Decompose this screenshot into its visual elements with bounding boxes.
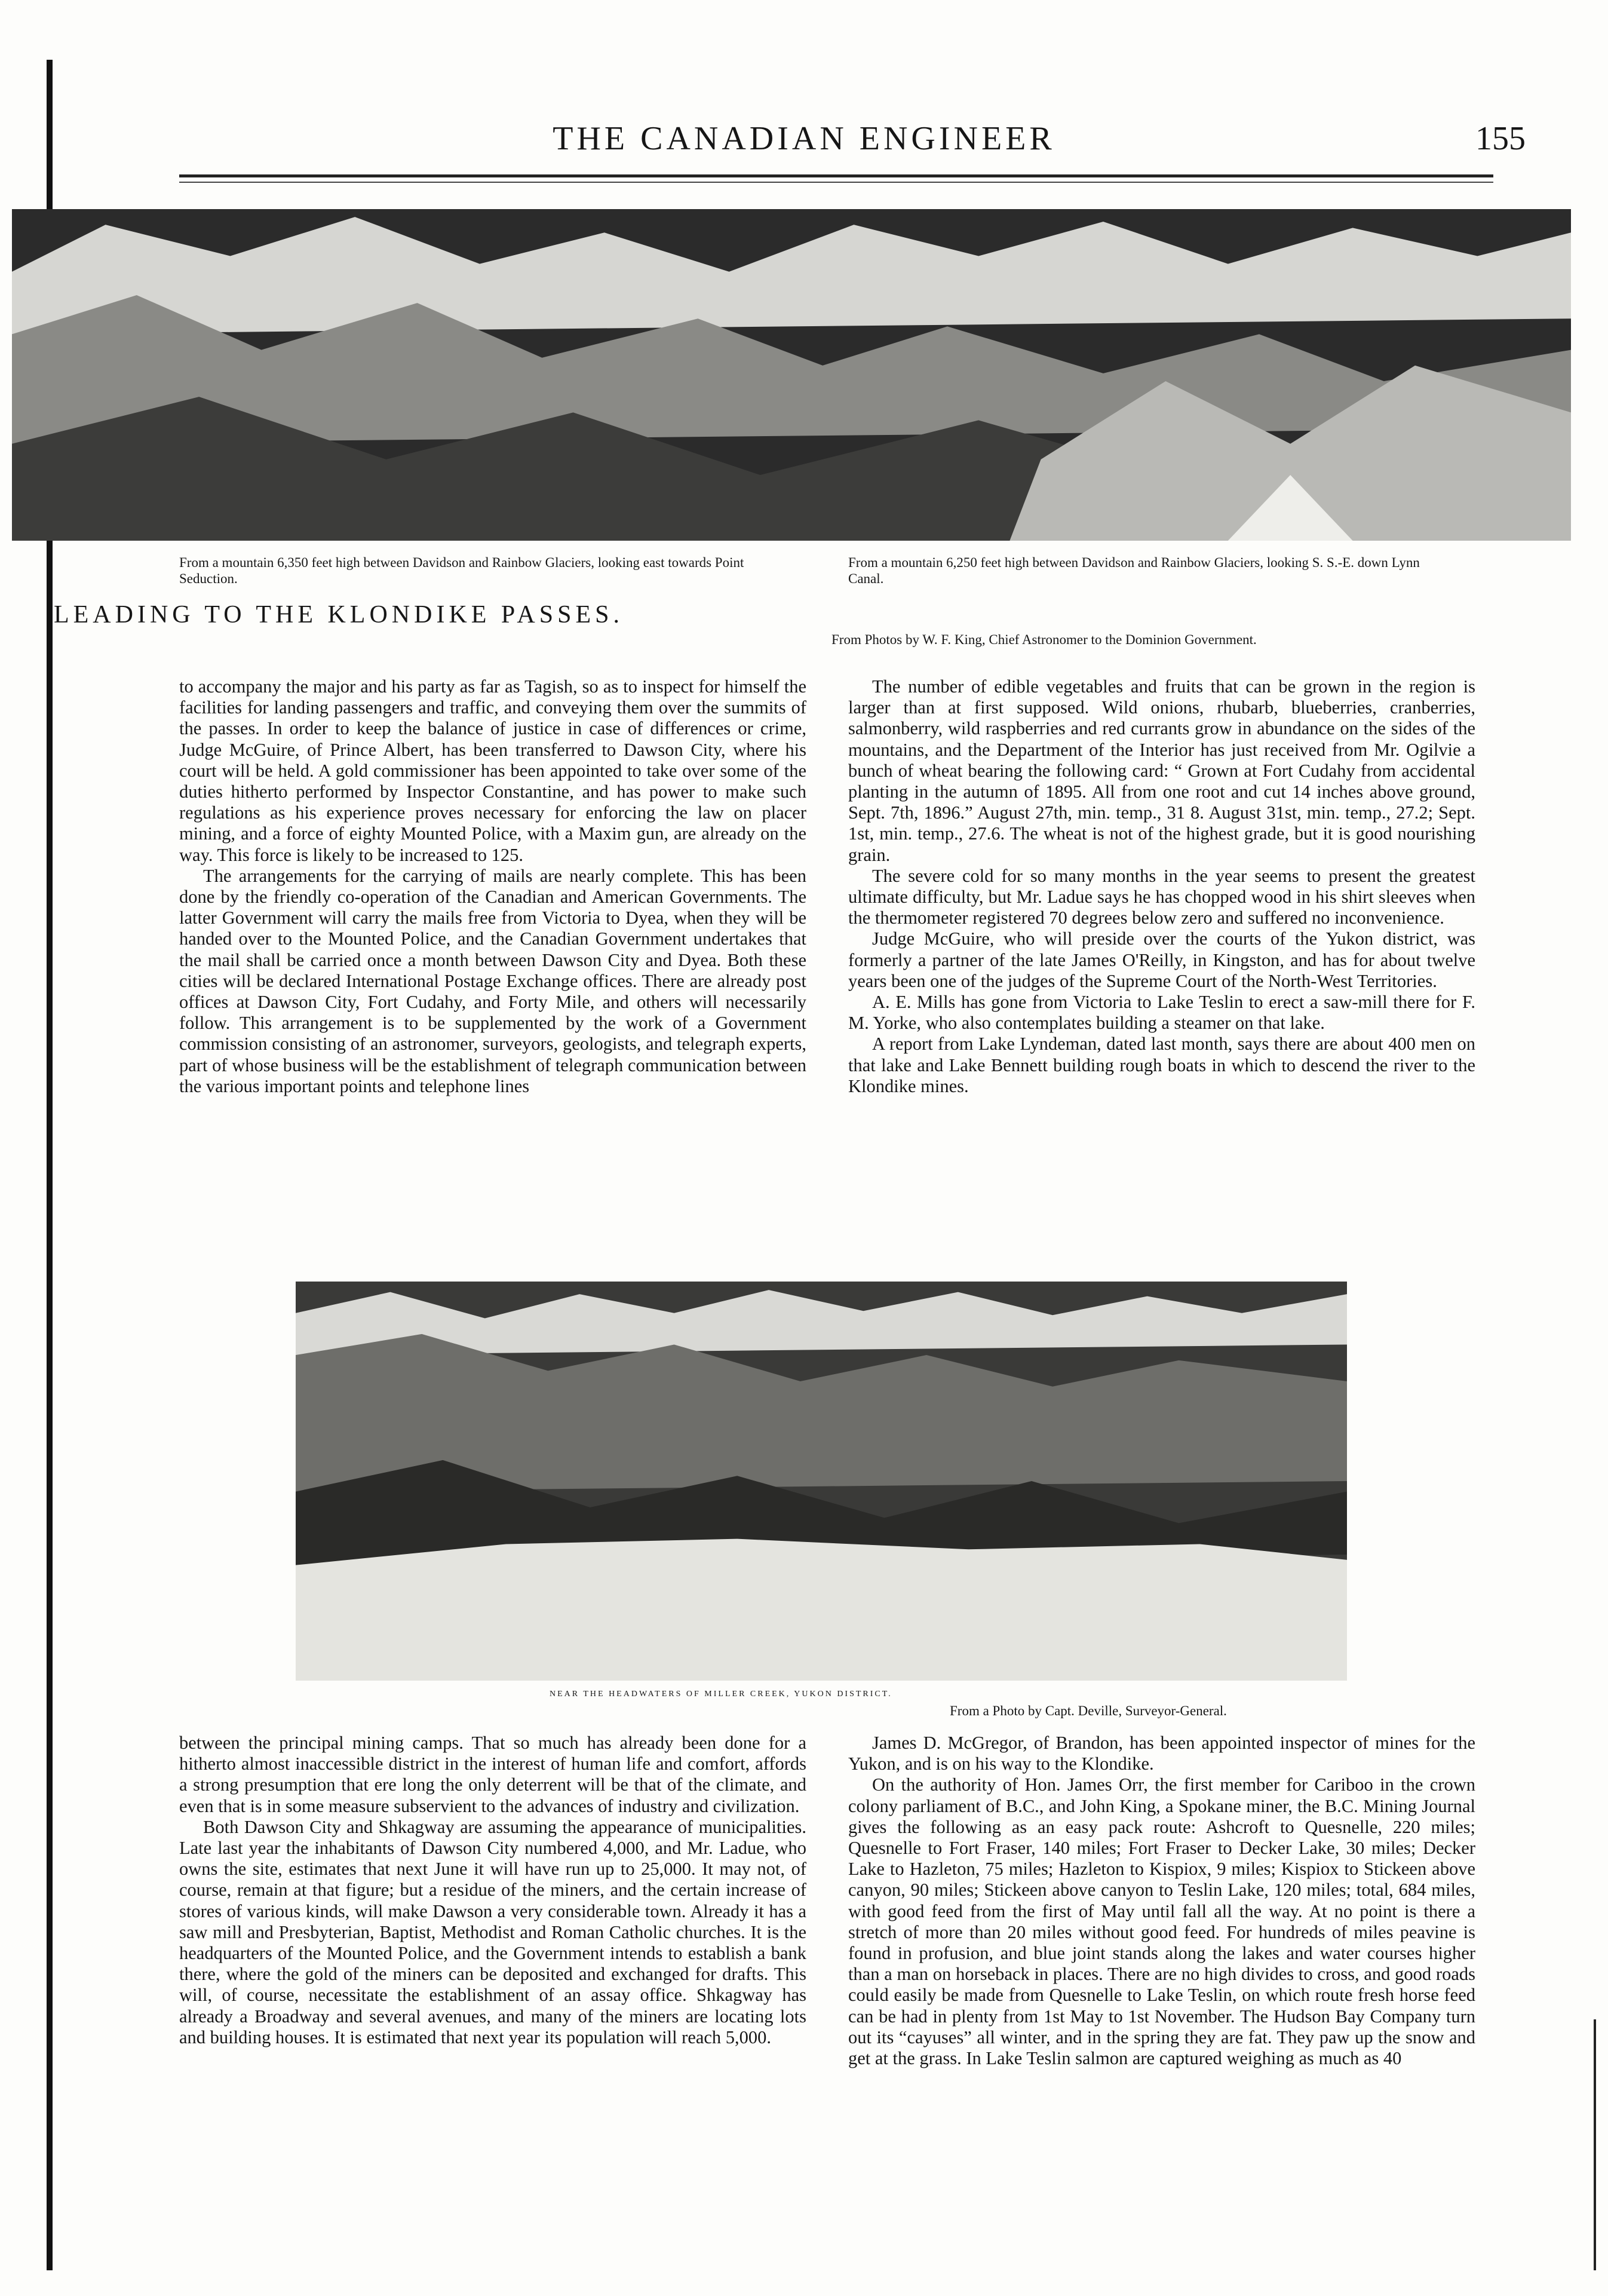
paragraph: Both Dawson City and Shkagway are assuming the appearance of municipalities. Late last year the inhabitants of Dawson City numbered 4,000, and Mr. Ladue, who owns the site, estimates that next June it will have run up to 25,000. It may not, of course, remain at that figure; but a residue of the miners, and the certain increase of stores of various kinds, will make Dawson a very considerable town. Already it has a saw mill and Presbyterian, Baptist, Methodist and Roman Catholic churches. It is the headquarters of the Mounted Police, and the Government intends to establish a bank there, where the gold of the miners can be deposited and exchanged for drafts. This will, of course, necessitate the establishment of an assay office. Shkagway has already a Broadway and several avenues, and many of the miners are locating lots and building houses. It is estimated that next year its population will reach 5,000. bbox=[179, 1816, 806, 2047]
lower-left-column bbox=[179, 1733, 806, 2048]
upper-left-column bbox=[179, 676, 806, 1097]
page-number: 155 bbox=[1475, 120, 1526, 157]
top-photo-caption-left: From a mountain 6,350 feet high between Davidson and Rainbow Glaciers, looking east towards Point Seduction. bbox=[179, 555, 744, 586]
top-panorama-photo bbox=[12, 209, 1571, 541]
top-photo-caption-right: From a mountain 6,250 feet high between Davidson and Rainbow Glaciers, looking S. S.-E. down Lynn Canal. bbox=[848, 555, 1420, 586]
running-header-title: THE CANADIAN ENGINEER bbox=[553, 120, 1055, 157]
margin-scan-mark bbox=[1594, 2019, 1596, 2270]
paragraph: to accompany the major and his party as far as Tagish, so as to inspect for himself the facilities for landing passengers and traffic, and conveying them over the summits of the passes. In order to keep the balance of justice in case of differences or crime, Judge McGuire, of Prince Albert, has been transferred to Dawson City, where his court will be held. A gold commissioner has been appointed to take over some of the duties hitherto performed by Inspector Constantine, and has power to make such regulations as his experience proves necessary for enforcing the law on placer mining, and a force of eighty Mounted Police, with a Maxim gun, are already on the way. This force is likely to be increased to 125. bbox=[179, 676, 806, 865]
middle-photo-caption: NEAR THE HEADWATERS OF MILLER CREEK, YUKON DISTRICT. bbox=[550, 1690, 892, 1699]
paragraph: On the authority of Hon. James Orr, the first member for Cariboo in the crown colony parliament of B.C., and John King, a Spokane miner, the B.C. Mining Journal gives the following as an easy pack route: Ashcroft to Quesnelle, 220 miles; Quesnelle to Fort Fraser, 140 miles; Fort Fraser to Decker Lake, 30 miles; Decker Lake to Hazleton, 75 miles; Hazleton to Kispiox, 9 miles; Kispiox to Stickeen above canyon, 90 miles; Stickeen above canyon to Teslin Lake, 120 miles; total, 684 miles, with good feed from the first of May until fall all the way. At no point is there a stretch of more than 20 miles without good feed. For hundreds of miles peavine is found in profusion, and blue joint stands along the lakes and water courses higher than a man on horseback in places. There are no high divides to cross, and good roads could easily be made from Quesnelle to Lake Teslin, on which route fresh horse feed can be had in plenty from 1st May to 1st November. The Hudson Bay Company turn out its “cayuses” all winter, and in the spring they are fat. They paw up the snow and get at the grass. In Lake Teslin salmon are captured weighing as much as 40 bbox=[848, 1774, 1475, 2069]
top-photo-credit: From Photos by W. F. King, Chief Astronomer to the Dominion Government. bbox=[831, 632, 1257, 647]
paragraph: A report from Lake Lyndeman, dated last month, says there are about 400 men on that lake and Lake Bennett building rough boats in which to descend the river to the Klondike mines. bbox=[848, 1034, 1475, 1096]
header-rule-thin bbox=[179, 182, 1493, 183]
paragraph: The severe cold for so many months in the year seems to present the greatest ultimate difficulty, but Mr. Ladue says he has chopped wood in his shirt sleeves when the thermometer registered 70 degrees below zero and suffered no inconvenience. bbox=[848, 865, 1475, 928]
paragraph: A. E. Mills has gone from Victoria to Lake Teslin to erect a saw-mill there for F. M. Yorke, who also contemplates building a steamer on that lake. bbox=[848, 992, 1475, 1034]
upper-right-column bbox=[848, 676, 1475, 1097]
paragraph: Judge McGuire, who will preside over the courts of the Yukon district, was formerly a partner of the late James O'Reilly, in Kingston, and has for about twelve years been one of the judges of the Supreme Court of the North-West Territories. bbox=[848, 928, 1475, 991]
top-panorama-headline: LEADING TO THE KLONDIKE PASSES. bbox=[54, 601, 624, 629]
header-rule bbox=[179, 174, 1493, 177]
lower-right-column bbox=[848, 1733, 1475, 2069]
miller-creek-photo bbox=[296, 1282, 1347, 1681]
paragraph: The number of edible vegetables and fruits that can be grown in the region is larger than at first supposed. Wild onions, rhubarb, blueberries, cranberries, salmonberry, wild raspberries and red currants grow in abundance on the sides of the mountains, and the Department of the Interior has just received from Mr. Ogilvie a bunch of wheat bearing the following card: “ Grown at Fort Cudahy from accidental planting in the autumn of 1895. All from one root and cut 14 inches above ground, Sept. 7th, 1896.” August 27th, min. temp., 31 8. August 31st, min. temp., 27.2; Sept. 1st, min. temp., 27.6. The wheat is not of the highest grade, but it is good nourishing grain. bbox=[848, 676, 1475, 865]
paragraph: James D. McGregor, of Brandon, has been appointed inspector of mines for the Yukon, and is on his way to the Klondike. bbox=[848, 1733, 1475, 1774]
paragraph: The arrangements for the carrying of mails are nearly complete. This has been done by the friendly co-operation of the Canadian and American Governments. The latter Government will carry the mails free from Victoria to Dyea, when they will be handed over to the Mounted Police, and the Canadian Government undertakes that the mail shall be carried once a month between Dawson City and Dyea. Both these cities will be declared International Postage Exchange offices. There are already post offices at Dawson City, Fort Cudahy, and Forty Mile, and others will necessarily follow. This arrangement is to be supplemented by the work of a Government commission consisting of an astronomer, surveyors, geologists, and telegraph experts, part of whose business will be the establishment of telegraph communication between the various important points and telephone lines bbox=[179, 865, 806, 1096]
paragraph: between the principal mining camps. That so much has already been done for a hitherto almost inaccessible district in the interest of human life and comfort, affords a strong presumption that ere long the only deterrent will be that of the climate, and even that is in some measure subservient to the advances of industry and civilization. bbox=[179, 1733, 806, 1816]
middle-photo-credit: From a Photo by Capt. Deville, Surveyor-General. bbox=[950, 1703, 1227, 1718]
